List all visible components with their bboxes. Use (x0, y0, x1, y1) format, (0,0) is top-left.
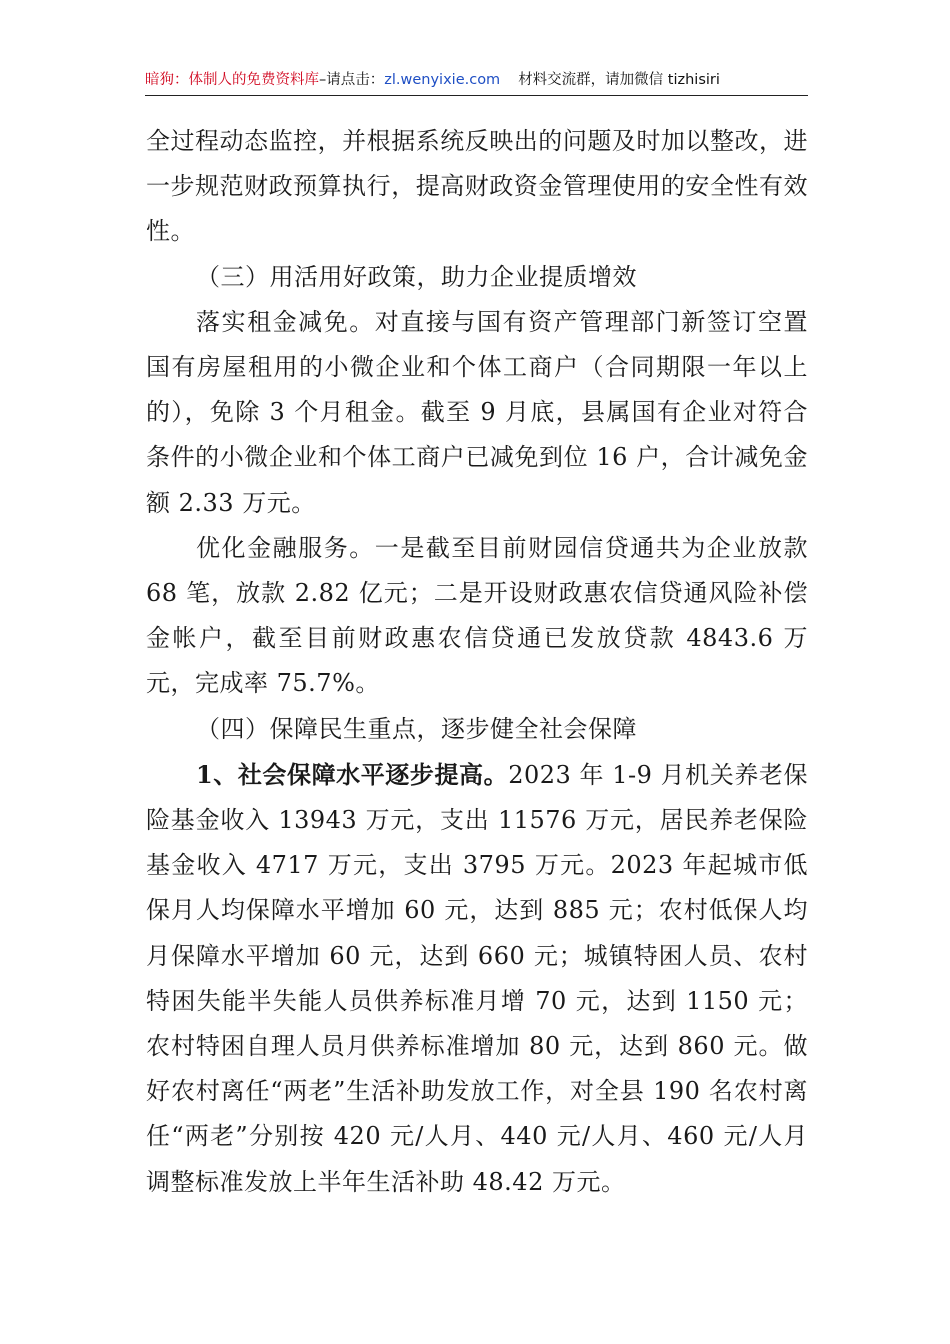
header-wechat-note: 材料交流群，请加微信 tizhisiri (518, 72, 720, 88)
paragraph-rent-reduction: 落实租金减免。对直接与国有资产管理部门新签订空置国有房屋租用的小微企业和个体工商户（合同期限一年以上的），免除 3 个月租金。截至 9 月底，县属国有企业对符合条件的小微企业和个体工商户已减免到位 16 户，合计减免金额 2.33 万元。 (146, 307, 808, 517)
header-prompt: –请点击： (319, 72, 385, 88)
header-site-name: 暗狗：体制人的免费资料库 (145, 72, 319, 88)
paragraph-social-security (146, 752, 808, 1205)
document-body (146, 119, 808, 1205)
header-url-link[interactable]: zl.wenyixie.com (384, 72, 501, 88)
page-header (145, 66, 808, 94)
paragraph-financial-services: 优化金融服务。一是截至目前财园信贷通共为企业放款 68 笔，放款 2.82 亿元；二是开设财政惠农信贷通风险补偿金帐户，截至目前财政惠农信贷通已发放贷款 4843.6 万元，完成率 75.7%。 (146, 533, 808, 698)
section-heading-4: （四）保障民生重点，逐步健全社会保障 (196, 714, 637, 743)
paragraph-social-security-title: 1、社会保障水平逐步提高。 (196, 759, 509, 789)
paragraph-monitoring: 全过程动态监控，并根据系统反映出的问题及时加以整改，进一步规范财政预算执行，提高财政资金管理使用的安全性有效性。 (146, 127, 808, 246)
header-divider (145, 95, 808, 96)
section-heading-3: （三）用活用好政策，助力企业提质增效 (196, 262, 637, 291)
paragraph-social-security-text: 2023 年 1-9 月机关养老保险基金收入 13943 万元，支出 11576 万元，居民养老保险基金收入 4717 万元，支出 3795 万元。2023 年起城市低保月人均保障水平增加 60 元，达到 885 元；农村低保人均月保障水平增加 60 元，达到 660 元；城镇特困人员、农村特困失能半失能人员供养标准月增 70 元，达到 1150 元；农村特困自理人员月供养标准增加 80 元，达到 860 元。做好农村离任“两老”生活补助发放工作，对全县 190 名农村离任“两老”分别按 420 元/人月、440 元/人月、460 元/人月调整标准发放上半年生活补助 48.42 万元。 (146, 760, 808, 1196)
